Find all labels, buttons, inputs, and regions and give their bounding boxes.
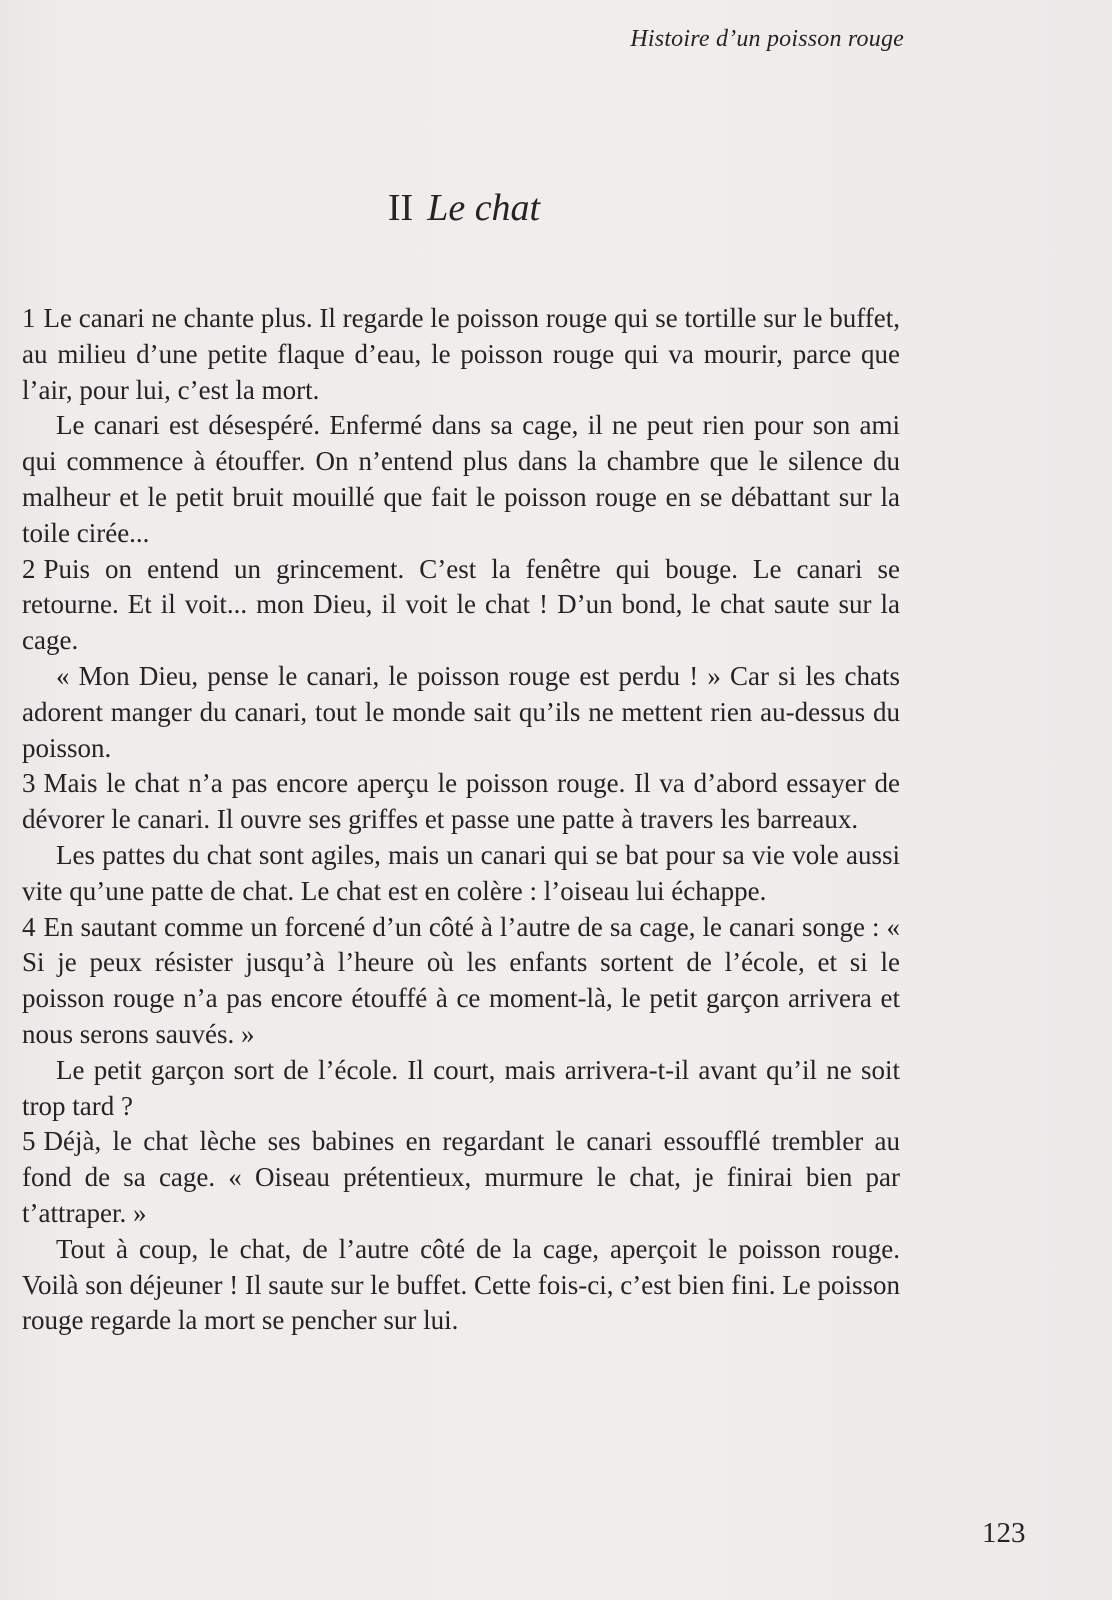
paragraph-text: Le canari ne chante plus. Il regarde le poisson rouge qui se tortille sur le buffet, au milieu d’une petite flaque d’eau, le poisson rouge qui va mourir, parce que l’air, pour lui, c’est la mort.: [22, 303, 900, 405]
running-head: Histoire d’un poisson rouge: [630, 26, 904, 52]
paragraph-text: Mais le chat n’a pas encore aperçu le poisson rouge. Il va d’abord essayer de dévorer le canari. Il ouvre ses griffes et passe une patte à travers les barreaux.: [22, 768, 900, 835]
paragraph: [22, 552, 900, 659]
paragraph: [22, 838, 900, 910]
chapter-number: II: [387, 187, 414, 229]
chapter-title: [0, 186, 928, 230]
section-number: 2: [22, 553, 36, 584]
paragraph: [22, 910, 900, 1053]
paragraph-text: Les pattes du chat sont agiles, mais un canari qui se bat pour sa vie vole aussi vite qu’une patte de chat. Le chat est en colère : l’oiseau lui échappe.: [22, 839, 900, 906]
section-number: 3: [22, 768, 36, 799]
paragraph: [22, 301, 900, 408]
paragraph-text: Le canari est désespéré. Enfermé dans sa cage, il ne peut rien pour son ami qui commence à étouffer. On n’entend plus dans la chambre que le silence du malheur et le petit bruit mouillé que fait le poisson rouge en se débattant sur la toile cirée...: [22, 410, 900, 548]
body-text: [22, 301, 900, 1339]
paragraph-text: Déjà, le chat lèche ses babines en regardant le canari essoufflé trembler au fond de sa cage. « Oiseau prétentieux, murmure le chat, je finirai bien par t’attraper. »: [22, 1126, 900, 1228]
paragraph-text: En sautant comme un forcené d’un côté à l’autre de sa cage, le canari songe : « Si je peux résister jusqu’à l’heure où les enfants sortent de l’école, et si le poisson rouge n’a pas encore étouffé à ce moment-là, le petit garçon arrivera et nous serons sauvés. »: [22, 911, 900, 1049]
paragraph: [22, 766, 900, 838]
paragraph: [22, 659, 900, 766]
section-number: 5: [22, 1126, 36, 1157]
paragraph: [22, 408, 900, 551]
section-number: 4: [22, 911, 36, 942]
page-number: 123: [982, 1517, 1026, 1549]
chapter-name: Le chat: [427, 187, 541, 229]
paragraph: [22, 1124, 900, 1231]
paragraph-text: Puis on entend un grincement. C’est la fenêtre qui bouge. Le canari se retourne. Et il voit... mon Dieu, il voit le chat ! D’un bond, le chat saute sur la cage.: [22, 553, 900, 656]
paragraph-text: Le petit garçon sort de l’école. Il court, mais arrivera-t-il avant qu’il ne soit trop tard ?: [22, 1054, 900, 1121]
paragraph-text: Tout à coup, le chat, de l’autre côté de la cage, aperçoit le poisson rouge. Voilà son déjeuner ! Il saute sur le buffet. Cette fois-ci, c’est bien fini. Le poisson rouge regarde la mort se pencher sur lui.: [22, 1233, 900, 1336]
paragraph: [22, 1232, 900, 1339]
paragraph-text: « Mon Dieu, pense le canari, le poisson rouge est perdu ! » Car si les chats adorent manger du canari, tout le monde sait qu’ils ne mettent rien au-dessus du poisson.: [22, 660, 900, 763]
section-number: 1: [22, 303, 36, 333]
paragraph: [22, 1053, 900, 1125]
